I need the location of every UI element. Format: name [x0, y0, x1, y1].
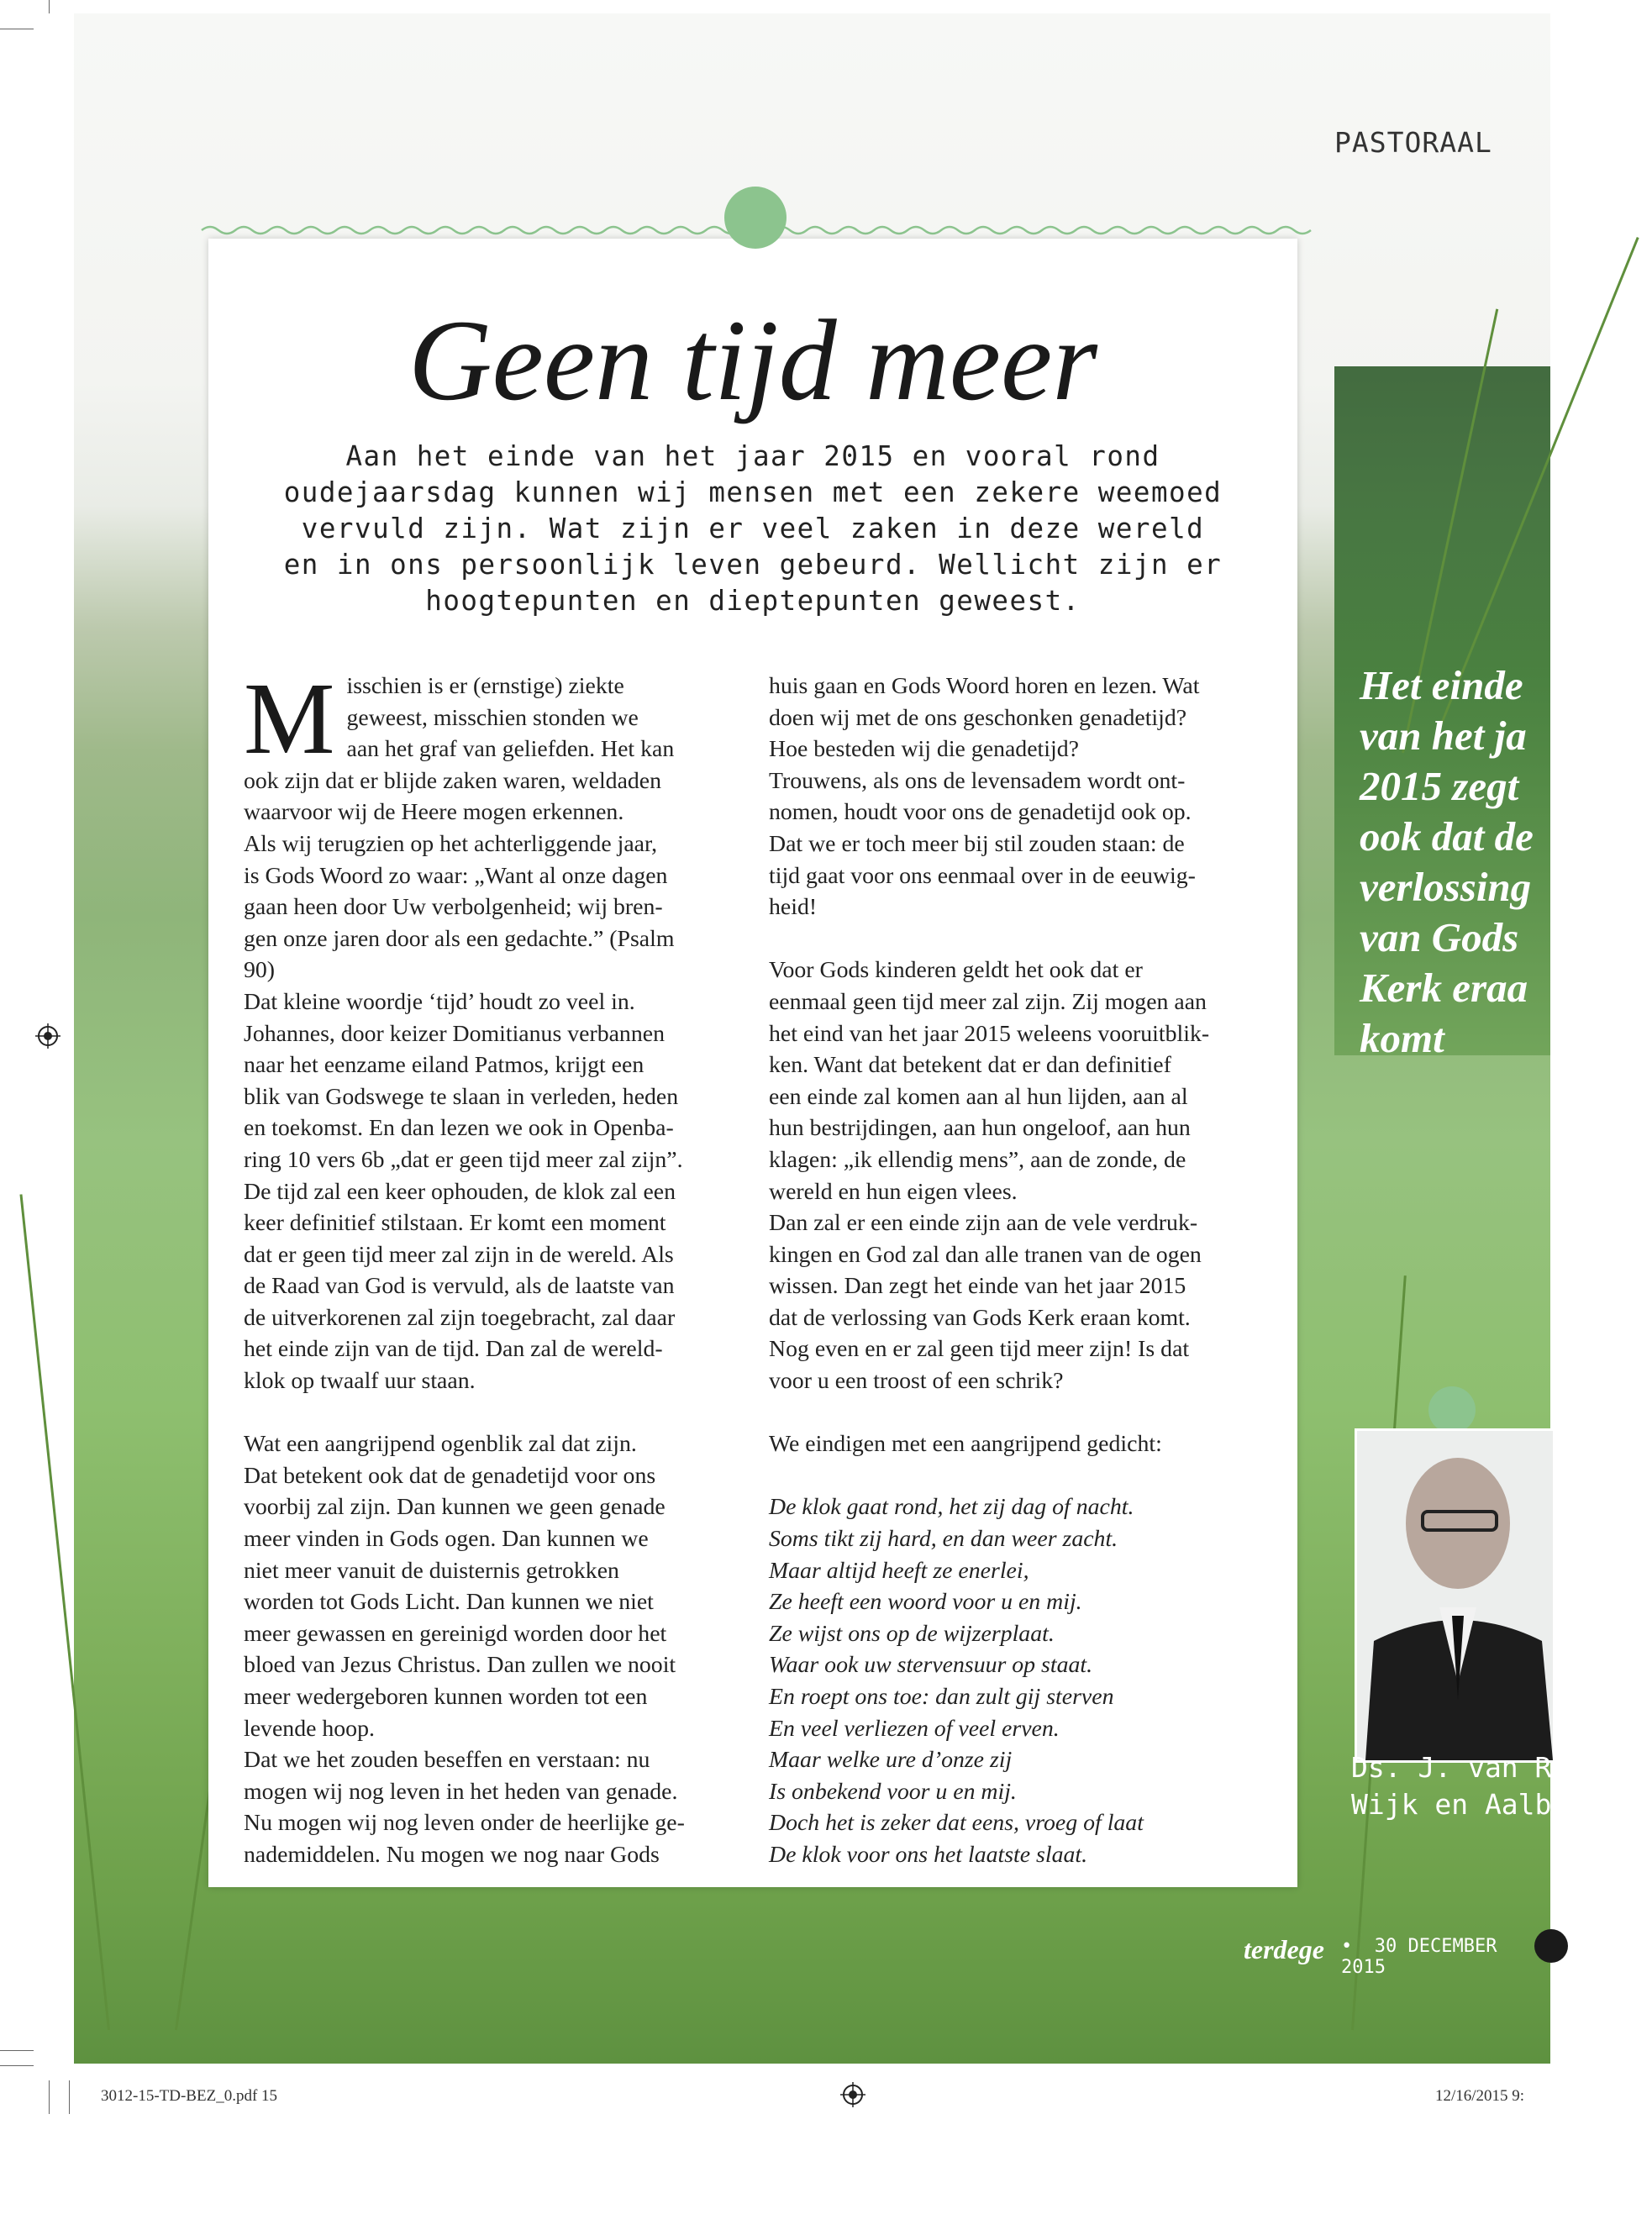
- text-line: Nog even en er zal geen tijd meer zijn! Is dat: [769, 1336, 1190, 1363]
- text-line: heid!: [769, 894, 818, 921]
- registration-mark-icon: [840, 2082, 865, 2107]
- intro-line: Aan het einde van het jaar 2015 en vooral rond: [345, 440, 1160, 472]
- pull-quote-line: verlossing: [1360, 864, 1532, 910]
- poem-line: Maar welke ure d’onze zij: [769, 1747, 1013, 1774]
- text-line: huis gaan en Gods Woord horen en lezen. Wat: [769, 673, 1200, 699]
- text-line: [244, 1397, 728, 1429]
- author-portrait-icon: [1357, 1431, 1553, 1760]
- text-line: kingen en God zal dan alle tranen van de ogen: [769, 1241, 1202, 1268]
- poem-line: De klok gaat rond, het zij dag of nacht.: [769, 1494, 1134, 1521]
- text-line: Als wij terugzien op het achterliggende jaar,: [244, 830, 658, 857]
- text-line: bloed van Jezus Christus. Dan zullen we nooit: [244, 1652, 676, 1679]
- text-line: Dat we het zouden beseffen en verstaan: nu: [244, 1747, 650, 1774]
- text-line: meer vinden in Gods ogen. Dan kunnen we: [244, 1526, 649, 1553]
- author-name: Ds. J. van Rijswij: [1351, 1751, 1652, 1784]
- grass-blade: [19, 1194, 110, 2030]
- pull-quote-line: Het einde: [1360, 662, 1523, 708]
- poem-line: Waar ook uw stervensuur op staat.: [769, 1652, 1093, 1679]
- author-location: Wijk en Aalburg: [1351, 1788, 1602, 1821]
- text-line: mogen wij nog leven in het heden van genade.: [244, 1778, 678, 1805]
- text-line: de uitverkorenen zal zijn toegebracht, zal daar: [244, 1304, 676, 1331]
- text-line: isschien is er (ernstige) ziekte: [346, 673, 624, 699]
- intro-line: hoogtepunten en dieptepunten geweest.: [425, 585, 1081, 617]
- poem-line: Is onbekend voor u en mij.: [769, 1778, 1017, 1805]
- poem-line: En roept ons toe: dan zult gij sterven: [769, 1684, 1114, 1710]
- drop-cap: M: [244, 662, 335, 776]
- footer-separator: •: [1341, 1936, 1353, 1957]
- poem: [769, 1491, 1265, 1870]
- author-caption: [1351, 1749, 1652, 1823]
- text-line: levende hoop.: [244, 1715, 375, 1742]
- text-line: wereld en hun eigen vlees.: [769, 1178, 1018, 1205]
- text-line: Johannes, door keizer Domitianus verbannen: [244, 1020, 665, 1047]
- text-line: aan het graf van geliefden. Het kan: [346, 736, 675, 763]
- text-line: ring 10 vers 6b „dat er geen tijd meer zal zijn”.: [244, 1146, 683, 1173]
- text-line: tijd gaat voor ons eenmaal over in de eeuwig-: [769, 862, 1196, 889]
- text-line: klagen: „ik ellendig mens”, aan de zonde, de: [769, 1146, 1186, 1173]
- pull-quote-line: van Gods: [1360, 914, 1519, 960]
- text-line: De tijd zal een keer ophouden, de klok zal een: [244, 1178, 676, 1205]
- poem-line: Maar altijd heeft ze enerlei,: [769, 1557, 1029, 1584]
- text-line: dat de verlossing van Gods Kerk eraan komt.: [769, 1304, 1191, 1331]
- poem-line: Doch het is zeker dat eens, vroeg of laat: [769, 1810, 1144, 1837]
- crop-mark: [69, 2080, 70, 2114]
- text-line: 90): [244, 957, 276, 984]
- text-line: voorbij zal zijn. Dan kunnen we geen genade: [244, 1494, 666, 1521]
- text-line: keer definitief stilstaan. Er komt een moment: [244, 1210, 666, 1237]
- right-column-text: [769, 670, 1265, 1491]
- crop-mark: [0, 2050, 34, 2051]
- text-line: de Raad van God is vervuld, als de laatste van: [244, 1273, 675, 1300]
- text-line: wissen. Dan zegt het einde van het jaar 2015: [769, 1273, 1186, 1300]
- text-line: en toekomst. En dan lezen we ook in Openba-: [244, 1115, 674, 1142]
- author-photo: [1355, 1428, 1555, 1763]
- poem-line: Ze wijst ons op de wijzerplaat.: [769, 1620, 1055, 1647]
- page-number-tab: [1534, 1929, 1568, 1963]
- text-line: gen onze jaren door als een gedachte.” (Psalm: [244, 925, 675, 952]
- crop-mark: [0, 2065, 34, 2066]
- crop-mark: [49, 0, 50, 13]
- article-intro: [242, 439, 1264, 619]
- print-slug-file: 3012-15-TD-BEZ_0.pdf 15: [101, 2087, 278, 2105]
- pull-quote-line: 2015 zegt: [1360, 763, 1519, 809]
- text-line: dat er geen tijd meer zal zijn in de wereld. Als: [244, 1241, 674, 1268]
- poem-line: Ze heeft een woord voor u en mij.: [769, 1589, 1082, 1616]
- intro-line: vervuld zijn. Wat zijn er veel zaken in deze wereld: [301, 513, 1205, 544]
- text-line: gaan heen door Uw verbolgenheid; wij bren-: [244, 894, 663, 921]
- pull-quote-line: Kerk eraa: [1360, 965, 1528, 1011]
- text-line: voor u een troost of een schrik?: [769, 1368, 1064, 1395]
- intro-line: en in ons persoonlijk leven gebeurd. Wellicht zijn er: [283, 549, 1223, 581]
- left-column-text: [244, 662, 728, 1871]
- text-line: meer wedergeboren kunnen worden tot een: [244, 1684, 648, 1710]
- intro-line: oudejaarsdag kunnen wij mensen met een zekere weemoed: [283, 476, 1223, 508]
- text-line: waarvoor wij de Heere mogen erkennen.: [244, 799, 624, 826]
- text-line: Wat een aangrijpend ogenblik zal dat zijn.: [244, 1431, 637, 1458]
- text-line: meer gewassen en gereinigd worden door het: [244, 1620, 667, 1647]
- text-line: [769, 923, 1265, 955]
- text-line: nademiddelen. Nu mogen we nog naar Gods: [244, 1841, 660, 1868]
- text-line: Dat we er toch meer bij stil zouden staan: de: [769, 830, 1185, 857]
- text-line: ken. Want dat betekent dat er dan definitief: [769, 1052, 1171, 1079]
- text-line: eenmaal geen tijd meer zal zijn. Zij mogen aan: [769, 988, 1207, 1015]
- text-line: Nu mogen wij nog leven onder de heerlijke ge-: [244, 1810, 685, 1837]
- poem-line: En veel verliezen of veel erven.: [769, 1715, 1060, 1742]
- text-line: niet meer vanuit de duisternis getrokken: [244, 1557, 619, 1584]
- pull-quote-line: ook dat de: [1360, 813, 1534, 860]
- text-line: blik van Godswege te slaan in verleden, heden: [244, 1083, 679, 1110]
- text-line: het eind van het jaar 2015 weleens vooruitblik-: [769, 1020, 1210, 1047]
- text-line: Hoe besteden wij die genadetijd?: [769, 736, 1079, 763]
- issue-date: [1341, 1936, 1550, 1978]
- text-line: een einde zal komen aan al hun lijden, aan al: [769, 1083, 1188, 1110]
- text-line: Trouwens, als ons de levensadem wordt ont-: [769, 767, 1186, 794]
- poem-line: Soms tikt zij hard, en dan weer zacht.: [769, 1526, 1118, 1553]
- issue-date-text: 30 DECEMBER 2015: [1341, 1936, 1497, 1978]
- text-line: worden tot Gods Licht. Dan kunnen we niet: [244, 1589, 654, 1616]
- accent-dot: [1428, 1386, 1476, 1433]
- text-line: naar het eenzame eiland Patmos, krijgt een: [244, 1052, 644, 1079]
- text-line: geweest, misschien stonden we: [346, 704, 639, 731]
- article-title: Geen tijd meer: [408, 296, 1098, 424]
- text-line: We eindigen met een aangrijpend gedicht:: [769, 1431, 1162, 1458]
- print-slug-date: 12/16/2015 9:: [1435, 2087, 1525, 2105]
- text-line: is Gods Woord zo waar: „Want al onze dagen: [244, 862, 668, 889]
- poem-line: De klok voor ons het laatste slaat.: [769, 1841, 1088, 1868]
- registration-mark-icon: [35, 1023, 61, 1049]
- text-line: het einde zijn van de tijd. Dan zal de wereld-: [244, 1336, 663, 1363]
- text-line: [769, 1460, 1265, 1492]
- text-line: Dat kleine woordje ‘tijd’ houdt zo veel in.: [244, 988, 635, 1015]
- accent-dot: [724, 187, 787, 249]
- article-column-left: [244, 662, 728, 1871]
- text-line: doen wij met de ons geschonken genadetijd?: [769, 704, 1187, 731]
- article-column-right: [769, 670, 1265, 1871]
- text-line: nomen, houdt voor ons de genadetijd ook op.: [769, 799, 1192, 826]
- text-line: klok op twaalf uur staan.: [244, 1368, 476, 1395]
- text-line: [769, 1397, 1265, 1429]
- pull-quote-line: komt: [1360, 1015, 1444, 1061]
- section-label: PASTORAAL: [1334, 126, 1492, 159]
- text-line: Dan zal er een einde zijn aan de vele verdruk-: [769, 1210, 1198, 1237]
- pull-quote: [1360, 660, 1561, 1064]
- crop-mark: [49, 2080, 50, 2114]
- text-line: hun bestrijdingen, aan hun ongeloof, aan hun: [769, 1115, 1191, 1142]
- pull-quote-line: van het ja: [1360, 713, 1527, 759]
- magazine-name: terdege: [1244, 1934, 1324, 1964]
- text-line: ook zijn dat er blijde zaken waren, weldaden: [244, 767, 662, 794]
- text-line: Dat betekent ook dat de genadetijd voor ons: [244, 1462, 656, 1489]
- text-line: Voor Gods kinderen geldt het ook dat er: [769, 957, 1143, 984]
